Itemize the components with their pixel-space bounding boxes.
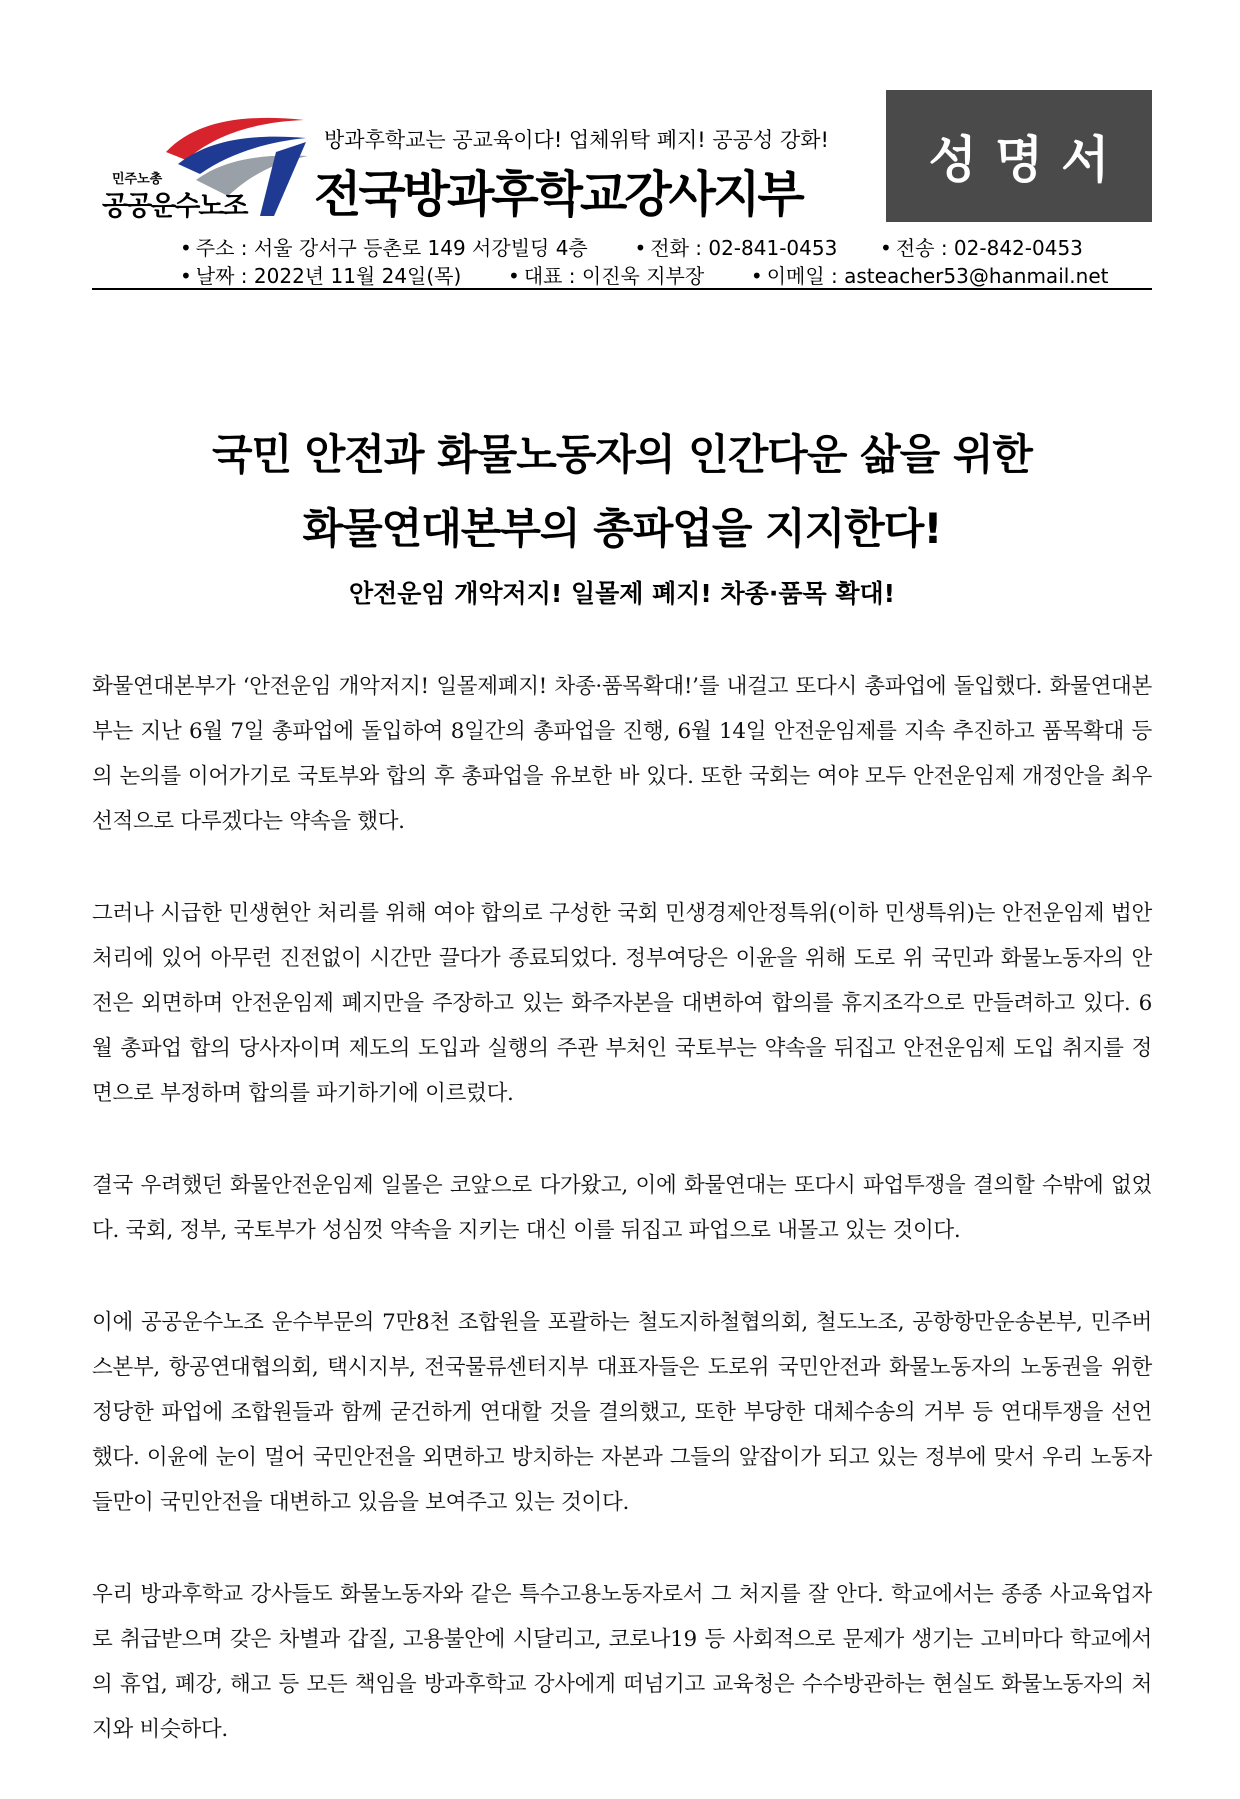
bullet-icon: • [634, 236, 647, 260]
date-text: 날짜 : 2022년 11월 24일(목) [195, 264, 462, 288]
header-slogan: 방과후학교는 공교육이다! 업체위탁 폐지! 공공성 강화! [324, 128, 829, 152]
branch-name: 전국방과후학교강사지부 [314, 166, 802, 223]
email-text: 이메일 : asteacher53@hanmail.net [766, 264, 1109, 288]
bullet-icon: • [508, 264, 520, 288]
logo-union-name: 공공운수노조 [102, 191, 247, 222]
representative-text: 대표 : 이진욱 지부장 [523, 264, 705, 288]
header-divider [92, 288, 1152, 290]
logo-small-label: 민주노총 [112, 172, 163, 187]
fax-text: 전송 : 02-842-0453 [895, 236, 1083, 260]
bullet-icon: • [180, 264, 192, 288]
contact-line-2 [180, 260, 1108, 289]
body-paragraph: 우리 방과후학교 강사들도 화물노동자와 같은 특수고용노동자로서 그 처지를 잘 안다. 학교에서는 종종 사교육업자로 취급받으며 갖은 차별과 갑질, 고용불안에 시달리고, 코로나19 등 사회적으로 문제가 생기는 고비마다 학교에서의 휴업, 폐강, 해고 등 모든 책임을 방과후학교 강사에게 떠넘기고 교육청은 수수방관하는 현실도 화물노동자의 처지와 비슷하다. [92, 1582, 1152, 1742]
contact-line-1 [180, 232, 1083, 261]
statement-badge-label: 성명서 [928, 131, 1128, 189]
union-logo [96, 112, 316, 224]
body-paragraph: 결국 우려했던 화물안전운임제 일몰은 코앞으로 다가왔고, 이에 화물연대는 또다시 파업투쟁을 결의할 수밖에 없었다. 국회, 정부, 국토부가 성심껏 약속을 지키는 대신 이를 뒤집고 파업으로 내몰고 있는 것이다. [92, 1173, 1152, 1243]
body-paragraph: 화물연대본부가 ‘안전운임 개악저지! 일몰제폐지! 차종·품목확대!’를 내걸고 또다시 총파업에 돌입했다. 화물연대본부는 지난 6월 7일 총파업에 돌입하여 8일간의 총파업을 진행, 6월 14일 안전운임제를 지속 추진하고 품목확대 등의 논의를 이어가기로 국토부와 합의 후 총파업을 유보한 바 있다. 또한 국회는 여야 모두 안전운임제 개정안을 최우선적으로 다루겠다는 약속을 했다. [92, 674, 1152, 834]
body-paragraph: 이에 공공운수노조 운수부문의 7만8천 조합원을 포괄하는 철도지하철협의회, 철도노조, 공항항만운송본부, 민주버스본부, 항공연대협의회, 택시지부, 전국물류센터지부 대표자들은 도로위 국민안전과 화물노동자의 노동권을 위한 정당한 파업에 조합원들과 함께 굳건하게 연대할 것을 결의했고, 또한 부당한 대체수송의 거부 등 연대투쟁을 선언했다. 이윤에 눈이 멀어 국민안전을 외면하고 방치하는 자본과 그들의 앞잡이가 되고 있는 정부에 맞서 우리 노동자들만이 국민안전을 대변하고 있음을 보여주고 있는 것이다. [92, 1310, 1152, 1515]
statement-body [92, 664, 1152, 1799]
address-text: 주소 : 서울 강서구 등촌로 149 서강빌딩 4층 [195, 236, 588, 260]
bullet-icon: • [180, 236, 192, 260]
document-title-line-2: 화물연대본부의 총파업을 지지한다! [302, 504, 942, 553]
body-paragraph: 그러나 시급한 민생현안 처리를 위해 여야 합의로 구성한 국회 민생경제안정특위(이하 민생특위)는 안전운임제 법안처리에 있어 아무런 진전없이 시간만 끌다가 종료되었다. 정부여당은 이윤을 위해 도로 위 국민과 화물노동자의 안전은 외면하며 안전운임제 폐지만을 주장하고 있는 화주자본을 대변하여 합의를 휴지조각으로 만들려하고 있다. 6월 총파업 합의 당사자이며 제도의 도입과 실행의 주관 부처인 국토부는 약속을 뒤집고 안전운임제 도입 취지를 정면으로 부정하며 합의를 파기하기에 이르렀다. [92, 901, 1152, 1106]
document-title-line-1: 국민 안전과 화물노동자의 인간다운 삶을 위한 [212, 430, 1032, 479]
bullet-icon: • [750, 264, 763, 288]
document-subtitle: 안전운임 개악저지! 일몰제 폐지! 차종·품목 확대! [348, 579, 896, 608]
bullet-icon: • [880, 236, 892, 260]
statement-badge [886, 90, 1152, 222]
phone-text: 전화 : 02-841-0453 [650, 236, 838, 260]
